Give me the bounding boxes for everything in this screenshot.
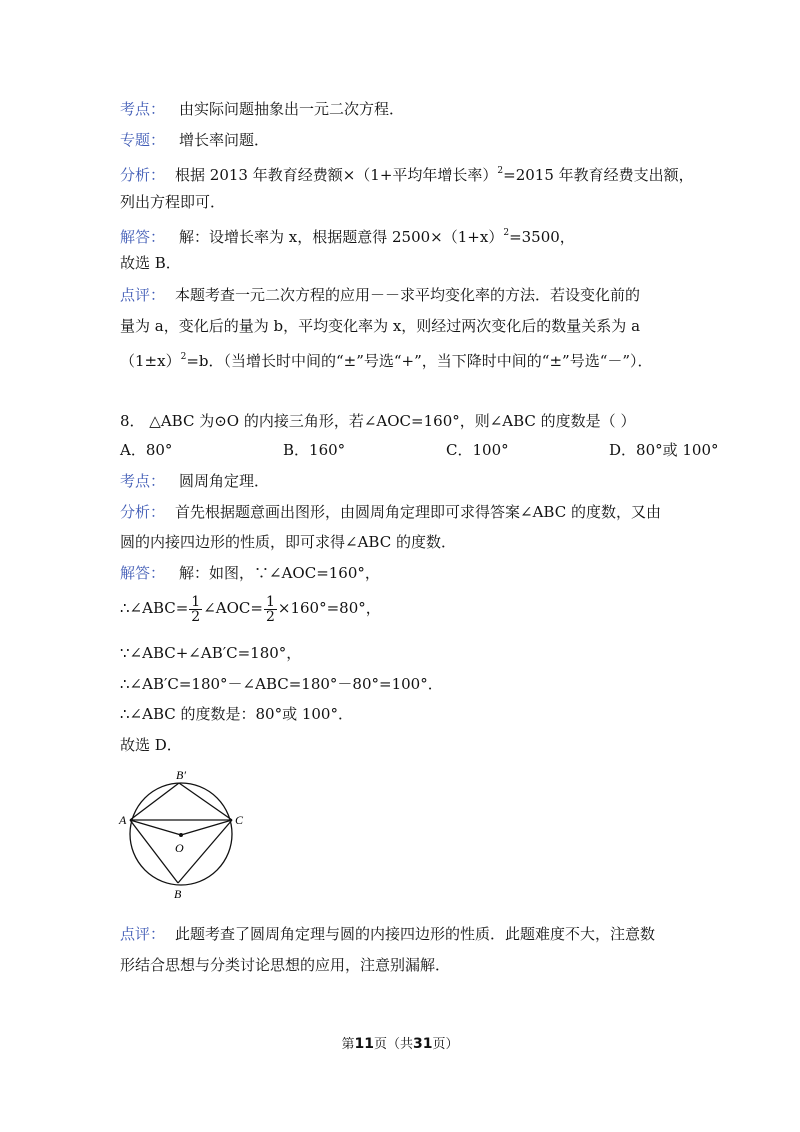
options-row (120, 440, 720, 460)
text: 解：如图，∵∠AOC=160°， (179, 564, 380, 582)
label: 解答： (120, 228, 166, 246)
text: 首先根据题意画出图形，由圆周角定理即可求得答案∠ABC 的度数，又由 (175, 503, 661, 521)
text: 页（共 (373, 1037, 413, 1052)
q8-jieda-line1 (120, 563, 380, 583)
label-o: O (175, 841, 184, 855)
total-pages: 31 (413, 1036, 433, 1052)
prev-dianping-line1 (120, 285, 640, 305)
label: 考点： (120, 472, 166, 490)
segment-bc (178, 820, 232, 883)
prev-dianping-line2: 量为 a，变化后的量为 b，平均变化率为 x，则经过两次变化后的数量关系为 a (120, 317, 641, 335)
center-point (179, 833, 183, 837)
option-b: B．160° (283, 441, 346, 459)
label: 分析： (120, 503, 166, 521)
text: 由实际问题抽象出一元二次方程． (179, 100, 405, 118)
text: ∠AOC= (203, 599, 263, 617)
q8-jieda-line6: 故选 D． (120, 736, 182, 754)
option-a: A．80° (120, 441, 173, 459)
text: =b．（当增长时中间的“±”号选“+”，当下降时中间的“±”号选“－”）． (186, 352, 653, 370)
prev-fenxi-line1 (120, 161, 694, 185)
text: 圆周角定理． (179, 472, 270, 490)
page-number: 11 (354, 1036, 374, 1052)
text: 页） (432, 1037, 459, 1052)
prev-kaodian (120, 99, 404, 119)
label-c: C (235, 813, 244, 827)
fraction: $\frac{1}{2}$ (191, 593, 201, 625)
prev-zhuanti (120, 130, 269, 150)
superscript: 2 (503, 228, 510, 238)
label-b-prime: B′ (176, 768, 186, 782)
prev-jieda-line2: 故选 B． (120, 254, 181, 272)
q8-kaodian (120, 471, 269, 491)
question-stem: 8． △ABC 为⊙O 的内接三角形，若∠AOC=160°，则∠ABC 的度数是（ ） (120, 412, 636, 430)
text: 增长率问题． (179, 131, 270, 149)
text: 解：设增长率为 x，根据题意得 2500×（1+x） (179, 228, 504, 246)
text: =2015 年教育经费支出额， (503, 166, 694, 184)
text: ×160°=80°， (277, 599, 381, 617)
superscript: 2 (180, 352, 187, 362)
label: 考点： (120, 100, 166, 118)
q8-jieda-line5: ∴∠ABC 的度数是：80°或 100°． (120, 705, 353, 723)
text: （1±x） (120, 352, 181, 370)
text: 根据 2013 年教育经费额×（1+平均年增长率） (175, 166, 498, 184)
label-b: B (174, 887, 182, 901)
text: =3500， (509, 228, 575, 246)
text: 本题考查一元二次方程的应用－－求平均变化率的方法．若设变化前的 (175, 286, 641, 304)
label: 专题： (120, 131, 166, 149)
label: 解答： (120, 564, 166, 582)
prev-fenxi-line2: 列出方程即可． (120, 193, 226, 211)
fraction: $\frac{1}{2}$ (265, 593, 275, 625)
q8-fenxi-line1 (120, 502, 661, 522)
q8-jieda-line2 (120, 592, 381, 624)
circle-figure (118, 768, 248, 901)
label: 分析： (120, 166, 166, 184)
superscript: 2 (497, 166, 504, 176)
q8-jieda-line3: ∵∠ABC+∠AB′C=180°， (120, 644, 302, 662)
segment-ab (130, 820, 178, 883)
label-a: A (119, 813, 127, 827)
q8-dianping-line2: 形结合思想与分类讨论思想的应用，注意别漏解． (120, 956, 451, 974)
segment-oc (181, 820, 232, 835)
segment-ab-prime (130, 783, 179, 820)
label: 点评： (120, 286, 166, 304)
page-footer (0, 1033, 800, 1052)
option-d: D．80°或 100° (609, 441, 719, 459)
text: ∴∠ABC= (120, 599, 189, 617)
text: 第 (341, 1037, 355, 1052)
option-c: C．100° (446, 441, 509, 459)
q8-dianping-line1 (120, 924, 655, 944)
label: 点评： (120, 925, 166, 943)
prev-jieda-line1 (120, 223, 575, 247)
segment-ao (130, 820, 181, 835)
q8-jieda-line4: ∴∠AB′C=180°－∠ABC=180°－80°=100°． (120, 675, 443, 693)
prev-dianping-line3 (120, 347, 653, 371)
q8-fenxi-line2: 圆的内接四边形的性质，即可求得∠ABC 的度数． (120, 533, 456, 551)
text: 此题考查了圆周角定理与圆的内接四边形的性质．此题难度不大，注意数 (175, 925, 656, 943)
